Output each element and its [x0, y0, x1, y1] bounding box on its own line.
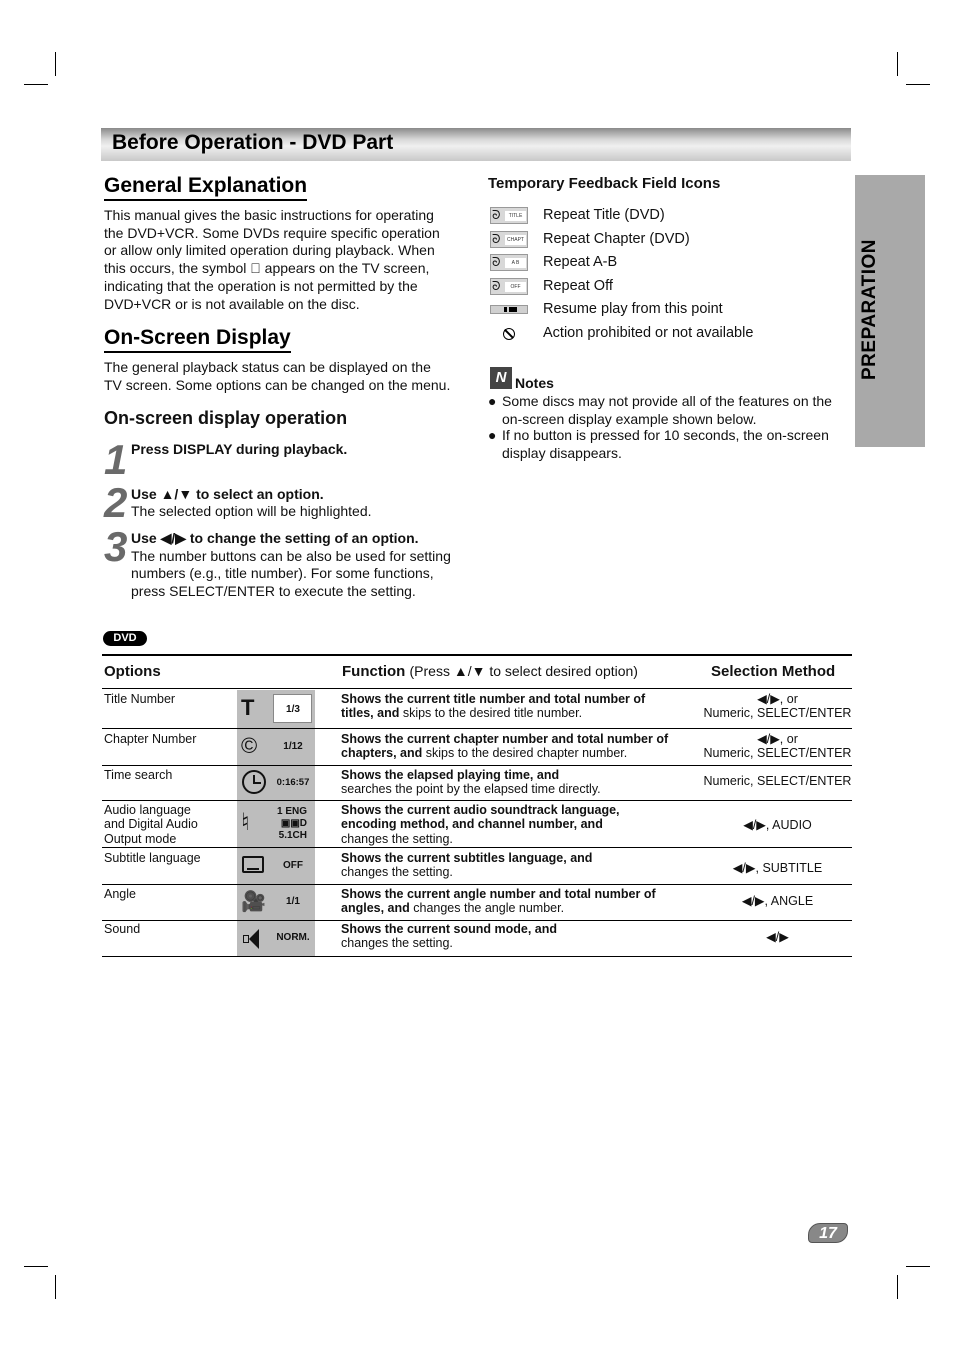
text-line: This manual gives the basic instructions for operating [104, 207, 434, 223]
text-line: press SELECT/ENTER to execute the setting. [131, 582, 416, 599]
text-line: ◀/▶, AUDIO [743, 818, 812, 832]
audio-icon: ♮ [241, 809, 250, 836]
option-label [104, 803, 198, 846]
text-line: Chapter Number [104, 732, 197, 746]
text-line: Output mode [104, 831, 177, 846]
option-label [104, 851, 201, 865]
icon-tag: OFF [505, 282, 526, 292]
icon-tag: TITLE [505, 211, 526, 221]
text-line: Sound [104, 922, 141, 936]
step-instruction: Use ▲/▼ to select an option. [131, 486, 324, 502]
repeat-ab-icon: ᘐ A B [490, 254, 528, 271]
text-line: The selected option will be highlighted. [131, 503, 372, 519]
func-text: changes the setting. [341, 865, 453, 880]
table-top-rule [102, 654, 852, 656]
selection-method [700, 774, 855, 788]
func-bold: encoding method, and channel number, and [341, 817, 603, 832]
func-text: searches the point by the elapsed time directly. [341, 782, 601, 797]
row-divider [102, 847, 852, 848]
osd-cell [237, 921, 315, 956]
text-line: ◀/▶, SUBTITLE [732, 861, 823, 875]
feedback-label: Repeat Chapter (DVD) [543, 231, 690, 247]
repeat-off-icon: ᘐ OFF [490, 278, 528, 295]
option-label [104, 692, 175, 706]
osd-value: 1/12 [283, 741, 303, 752]
function-text [341, 851, 686, 880]
func-text: changes the setting. [341, 831, 453, 846]
osd-cell [237, 766, 315, 800]
text-line: Subtitle language [104, 851, 201, 865]
text-line: Numeric, SELECT/ENTER [703, 746, 852, 761]
function-text [341, 887, 686, 916]
selection-method [700, 861, 855, 875]
dvd-badge: DVD [103, 631, 147, 646]
function-text [341, 768, 686, 797]
table-header-selection: Selection Method [711, 663, 836, 680]
osd-value: NORM. [276, 932, 310, 943]
crop-mark [906, 84, 930, 85]
osd-value: OFF [283, 860, 303, 871]
text-line: Some discs may not provide all of the features on the [502, 393, 832, 409]
function-text [341, 732, 686, 761]
text-line: Numeric, SELECT/ENTER [703, 706, 852, 721]
function-text [341, 922, 686, 951]
text-line: display disappears. [502, 444, 622, 461]
feedback-label: Resume play from this point [543, 301, 723, 317]
option-label [104, 922, 140, 936]
osd-operation-heading: On-screen display operation [104, 408, 348, 428]
osd-value: ▣▣D [280, 818, 307, 829]
header-function-label: Function [342, 663, 406, 680]
chapter-icon: © [241, 733, 258, 758]
text-line: ◀/▶, ANGLE [741, 894, 814, 908]
notes-icon: N [490, 367, 512, 389]
func-text: skips to the desired title number. [399, 706, 583, 721]
side-tab-label: PREPARATION [859, 239, 880, 380]
feedback-item [488, 276, 848, 298]
step-number: 3 [104, 523, 126, 570]
func-text: changes the setting. [341, 936, 453, 951]
feedback-item [488, 299, 848, 321]
text-line: DVD+VCR or is not available on the disc. [104, 295, 360, 312]
func-bold: Shows the current title number and total number of [341, 692, 646, 706]
text-line: ◀/▶, or [757, 732, 798, 746]
selection-method [700, 692, 855, 721]
crop-mark [24, 1266, 48, 1267]
text-line: ◀/▶ [766, 930, 789, 944]
osd-value: 0:16:57 [276, 777, 310, 788]
table-header-options: Options [104, 663, 161, 680]
feedback-icons-heading: Temporary Feedback Field Icons [488, 175, 721, 192]
osd-cell [237, 848, 315, 884]
func-bold: Shows the current subtitles language, and [341, 851, 593, 865]
icon-tag: A B [505, 258, 526, 268]
clock-icon [242, 770, 266, 794]
speaker-icon [243, 929, 263, 949]
row-divider [102, 765, 852, 766]
option-label [104, 732, 196, 746]
osd-cell [237, 885, 315, 920]
row-divider [102, 956, 852, 957]
func-bold: angles, and [341, 901, 410, 916]
text-line: Time search [104, 768, 173, 782]
prohibited-icon [503, 328, 515, 340]
crop-mark [897, 52, 898, 76]
page-number: 17 [808, 1223, 848, 1243]
general-explanation-text [104, 207, 474, 313]
selection-method [700, 894, 855, 908]
function-text [341, 692, 686, 721]
step-instruction: Use ◀/▶ to change the setting of an option. [131, 530, 419, 546]
selection-method [700, 818, 855, 832]
text-line: the DVD+VCR. Some DVDs require specific operation [104, 224, 440, 241]
func-bold: Shows the current sound mode, and [341, 922, 557, 936]
text-line: TV screen. Some options can be changed on the menu. [104, 376, 451, 393]
row-divider [102, 688, 852, 689]
feedback-label: Repeat Off [543, 278, 613, 294]
note-item: ● Some discs may not provide all of the features on the on-screen display example shown below. [488, 393, 852, 428]
on-screen-display-heading: On-Screen Display [104, 326, 291, 353]
section-header-bar [101, 128, 851, 161]
func-bold: Shows the elapsed playing time, and [341, 768, 560, 782]
header-function-note: (Press ▲/▼ to select desired option) [409, 663, 638, 679]
selection-method [700, 732, 855, 761]
repeat-chapter-icon: ᘐ CHAPT [490, 231, 528, 248]
row-divider [102, 920, 852, 921]
feedback-item [488, 323, 848, 345]
crop-mark [55, 1275, 56, 1299]
option-label [104, 768, 172, 782]
row-divider [102, 728, 852, 729]
step-description [131, 548, 451, 600]
func-text: changes the angle number. [409, 901, 565, 916]
crop-mark [55, 52, 56, 76]
feedback-label: Repeat Title (DVD) [543, 207, 665, 223]
function-text [341, 803, 686, 846]
text-line: The number buttons can be also be used for setting [131, 548, 451, 564]
angle-camera-icon: 🎥 [241, 891, 266, 913]
notes-heading: Notes [515, 375, 554, 391]
selection-method [700, 930, 855, 944]
page-title: Before Operation - DVD Part [112, 131, 394, 154]
text-line: and Digital Audio [104, 817, 198, 832]
feedback-item [488, 252, 848, 274]
osd-value: 1/1 [286, 896, 300, 907]
table-header-function [342, 663, 638, 680]
resume-icon [490, 305, 528, 314]
feedback-label: Repeat A-B [543, 254, 618, 270]
osd-value: 5.1CH [278, 830, 307, 841]
osd-cell [237, 690, 315, 728]
repeat-title-icon: ᘐ TITLE [490, 207, 528, 224]
step-instruction: Press DISPLAY during playback. [131, 441, 348, 457]
func-bold: titles, and [341, 706, 400, 721]
crop-mark [24, 84, 48, 85]
func-text: skips to the desired chapter number. [422, 746, 628, 761]
osd-value: 1 ENG [276, 806, 307, 817]
text-line: Numeric, SELECT/ENTER [703, 774, 852, 788]
text-line: Audio language [104, 803, 191, 817]
feedback-label: Action prohibited or not available [543, 325, 754, 341]
text-line: Angle [104, 887, 136, 901]
text-line: numbers (e.g., title number). For some functions, [131, 565, 434, 582]
text-line: on-screen display example shown below. [502, 410, 757, 427]
option-label [104, 887, 136, 901]
text-line: or allow only limited operation during playback. When [104, 242, 435, 259]
title-icon: T [241, 695, 255, 720]
func-bold: chapters, and [341, 746, 423, 761]
on-screen-display-text [104, 359, 474, 394]
feedback-item [488, 229, 848, 251]
row-divider [102, 800, 852, 801]
text-line: indicating that the operation is not permitted by the [104, 277, 418, 294]
osd-cell [237, 729, 315, 765]
subtitle-icon [242, 856, 264, 873]
text-line: Title Number [104, 692, 176, 706]
note-item: ● If no button is pressed for 10 seconds, the on-screen display disappears. [488, 427, 852, 462]
text-line: If no button is pressed for 10 seconds, the on-screen [502, 427, 829, 443]
text-line: ◀/▶, or [757, 692, 798, 706]
icon-tag: CHAPT [505, 235, 526, 245]
step-number: 2 [104, 479, 126, 526]
osd-cell [237, 801, 315, 847]
crop-mark [897, 1275, 898, 1299]
feedback-item [488, 205, 848, 227]
text-line: this occurs, the symbol ⃠ appears on the TV screen, [104, 260, 430, 277]
text-line: The general playback status can be displayed on the [104, 359, 431, 375]
general-explanation-heading: General Explanation [104, 174, 307, 201]
func-bold: Shows the current chapter number and total number of [341, 732, 669, 746]
crop-mark [906, 1266, 930, 1267]
func-bold: Shows the current angle number and total number of [341, 887, 656, 901]
func-bold: Shows the current audio soundtrack language, [341, 803, 620, 817]
step-description [131, 503, 372, 520]
row-divider [102, 884, 852, 885]
step-number: 1 [104, 436, 126, 483]
osd-value: 1/3 [286, 704, 300, 715]
